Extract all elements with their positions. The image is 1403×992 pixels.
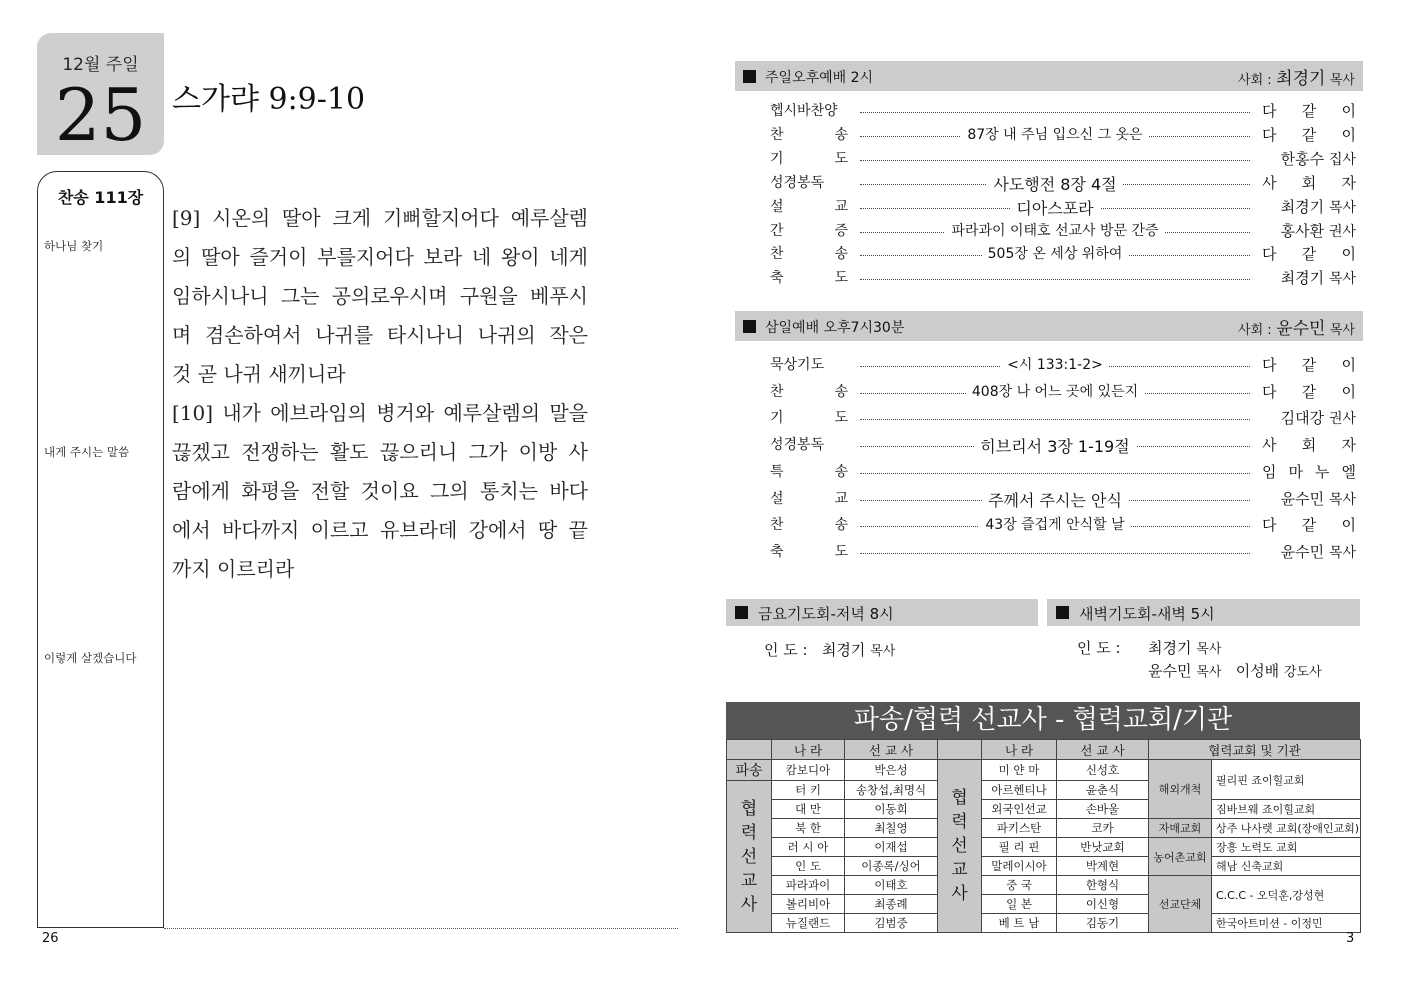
missionary-cell: 최종례	[845, 895, 938, 914]
dawn-prayer-lead-label: 인 도 :	[1077, 639, 1121, 657]
missionary-cell: 송창섭,최명식	[845, 781, 938, 800]
scripture-text	[172, 199, 588, 589]
host-title: 목사	[1329, 73, 1355, 88]
header-missionary: 선 교 사	[1057, 740, 1149, 760]
header-blank	[727, 740, 772, 760]
friday-prayer-leader	[764, 639, 895, 660]
performer-name: 다 같 이	[1262, 102, 1356, 120]
missionary-cell: 손바울	[1057, 800, 1149, 819]
order-content-text: <시 133:1-2>	[1001, 357, 1109, 373]
performer-title: 집사	[1328, 151, 1356, 168]
order-content	[860, 220, 1250, 240]
order-performer	[1262, 488, 1356, 509]
order-performer	[1262, 148, 1356, 169]
date-day: 25	[54, 73, 147, 157]
country-cell: 대 만	[772, 800, 845, 819]
country-cell: 뉴질랜드	[772, 914, 845, 933]
performer-name: 사 회 자	[1262, 173, 1356, 192]
dawn-prayer-leader	[1148, 637, 1221, 658]
order-row	[770, 488, 1356, 512]
order-performer	[1262, 267, 1356, 288]
partner-institution: 해남 신축교회	[1212, 857, 1361, 876]
dotted-leader	[860, 279, 1250, 280]
performer-name: 윤수민	[1280, 489, 1325, 508]
country-cell: 러 시 아	[772, 838, 845, 857]
sunday-service-host	[1238, 64, 1355, 89]
dawn-prayer-leaders-row2	[1148, 660, 1322, 681]
performer-name: 임 마 누 엘	[1262, 462, 1356, 481]
dotted-leader	[860, 160, 1250, 161]
performer-name: 최경기	[1280, 269, 1325, 288]
missionary-cell: 박은성	[845, 760, 938, 781]
order-performer	[1262, 100, 1356, 121]
host-label: 사회 :	[1238, 73, 1272, 88]
missionary-cell: 이재섭	[845, 838, 938, 857]
sidebar-section-resolve: 이렇게 살겠습니다	[44, 651, 137, 665]
country-cell: 필 리 핀	[982, 838, 1057, 857]
performer-name: 최경기	[1280, 197, 1325, 216]
partner-institution: 한국아트미션 - 이정민	[1212, 914, 1361, 933]
leader-title: 목사	[1196, 665, 1222, 680]
order-performer	[1262, 124, 1356, 145]
order-content	[860, 172, 1250, 195]
order-row	[770, 461, 1356, 485]
square-bullet-icon	[735, 606, 748, 619]
partner-institution: 필리핀 죠이힐교회	[1212, 760, 1361, 800]
order-content	[860, 124, 1250, 144]
order-content-text: 87장 내 주님 입으신 그 옷은	[961, 127, 1148, 143]
order-item: 찬 송	[770, 246, 848, 263]
date-box	[37, 33, 164, 155]
bottom-divider	[164, 928, 678, 929]
scripture-line: [10] 내가 에브라임의 병거와 예루살렘의 말을	[172, 401, 588, 425]
order-item: 성경봉독	[770, 174, 825, 191]
order-performer	[1262, 407, 1356, 428]
order-item: 설 교	[770, 198, 848, 215]
missionary-cell: 이태호	[845, 876, 938, 895]
sent-label: 파송	[727, 760, 772, 781]
leader-title: 목사	[870, 644, 896, 659]
performer-name: 다 같 이	[1262, 382, 1356, 401]
order-row	[770, 124, 1356, 148]
country-cell: 인 도	[772, 857, 845, 876]
scripture-line: 의 딸아 즐거이 부를지어다 보라 네 왕이 네게	[172, 245, 588, 269]
order-content-text: 408장 나 어느 곳에 있든지	[966, 384, 1144, 400]
order-row	[770, 434, 1356, 458]
partner-institution: 짐바브웨 죠이힐교회	[1212, 800, 1361, 819]
order-item: 기 도	[770, 410, 848, 427]
partner-institution: 장흥 노력도 교회	[1212, 838, 1361, 857]
dawn-prayer-header	[1047, 599, 1360, 626]
order-row	[770, 354, 1356, 378]
country-cell: 파라과이	[772, 876, 845, 895]
leader-title: 목사	[1196, 642, 1222, 657]
partner-category: 선교단체	[1149, 876, 1212, 933]
country-cell: 중 국	[982, 876, 1057, 895]
order-item: 축 도	[770, 270, 848, 287]
missionary-cell: 최칠영	[845, 819, 938, 838]
sidebar-section-find-god: 하나님 찾기	[44, 239, 104, 253]
order-content-text: 파라과이 이태호 선교사 방문 간증	[945, 223, 1164, 239]
performer-name: 다 같 이	[1262, 356, 1356, 374]
performer-name: 윤수민	[1280, 542, 1325, 561]
sunday-service-header	[735, 61, 1363, 91]
order-row	[770, 100, 1356, 124]
performer-title: 목사	[1328, 271, 1356, 288]
dawn-prayer-title: 새벽기도회-새벽 5시	[1079, 605, 1215, 623]
country-cell: 아르헨티나	[982, 781, 1057, 800]
table-row	[727, 876, 1361, 895]
order-item: 특 송	[770, 463, 848, 480]
coop-label-left: 협 력 선 교 사	[727, 781, 772, 933]
header-partners: 협력교회 및 기관	[1149, 740, 1361, 760]
country-cell: 베 트 남	[982, 914, 1057, 933]
performer-name: 다 같 이	[1262, 516, 1356, 535]
page-number-left: 26	[42, 931, 59, 946]
performer-title: 목사	[1328, 544, 1356, 561]
dotted-leader	[860, 553, 1250, 554]
country-cell: 일 본	[982, 895, 1057, 914]
lead-label: 인 도 :	[764, 641, 808, 659]
dotted-leader	[860, 112, 1250, 113]
dotted-leader	[860, 419, 1250, 420]
host-name: 최경기	[1276, 69, 1326, 89]
performer-name: 홍사환	[1280, 221, 1325, 240]
order-row	[770, 514, 1356, 538]
order-item: 헵시바찬양	[770, 103, 838, 119]
missionary-cell: 코카	[1057, 819, 1149, 838]
order-content-text: 디아스포라	[1010, 199, 1099, 218]
table-row	[727, 760, 1361, 781]
devotion-sidebar	[37, 171, 164, 928]
scripture-line: 임하시나니 그는 공의로우시며 구원을 베푸시	[172, 284, 588, 308]
scripture-reference: 스가랴 9:9-10	[172, 82, 366, 117]
order-performer	[1262, 381, 1356, 402]
country-cell: 볼리비아	[772, 895, 845, 914]
order-row	[770, 541, 1356, 565]
order-row	[770, 196, 1356, 220]
order-performer	[1262, 514, 1356, 535]
wednesday-service-title: 삼일예배 오후7시30분	[765, 320, 905, 336]
table-row	[727, 819, 1361, 838]
order-item: 간 증	[770, 222, 848, 239]
host-title: 목사	[1329, 323, 1355, 338]
square-bullet-icon	[743, 70, 756, 83]
order-content-text: 히브리서 3장 1-19절	[974, 437, 1135, 456]
order-item: 찬 송	[770, 126, 848, 143]
scripture-line: 람에게 화평을 전할 것이요 그의 통치는 바다	[172, 479, 588, 503]
performer-title: 권사	[1328, 411, 1356, 428]
leader-name: 최경기	[1148, 639, 1192, 657]
order-content-text: 505장 온 세상 위하여	[982, 246, 1129, 262]
country-cell: 터 키	[772, 781, 845, 800]
order-row	[770, 407, 1356, 431]
performer-name: 다 같 이	[1262, 125, 1356, 144]
order-performer	[1262, 196, 1356, 217]
order-content	[860, 196, 1250, 219]
friday-prayer-header	[726, 599, 1038, 626]
page-number-right: 3	[1346, 931, 1355, 946]
order-item: 기 도	[770, 150, 848, 167]
header-blank	[938, 740, 982, 760]
missionary-cell: 이신형	[1057, 895, 1149, 914]
order-performer	[1262, 434, 1356, 455]
missionary-cell: 김동기	[1057, 914, 1149, 933]
order-row	[770, 148, 1356, 172]
order-row	[770, 172, 1356, 196]
order-performer	[1262, 243, 1356, 264]
partner-category: 해외개척	[1149, 760, 1212, 819]
missionary-cell: 박계현	[1057, 857, 1149, 876]
missionary-cell: 윤춘식	[1057, 781, 1149, 800]
leader-title: 강도사	[1283, 665, 1322, 680]
partner-category: 농어촌교회	[1149, 838, 1212, 876]
square-bullet-icon	[1056, 606, 1069, 619]
partner-institution: 상주 나사렛 교회(장애인교회)	[1212, 819, 1361, 838]
missionary-cell: 반낫교회	[1057, 838, 1149, 857]
country-cell: 말레이시아	[982, 857, 1057, 876]
sidebar-hymn: 찬송 111장	[57, 188, 144, 207]
dotted-leader	[860, 473, 1250, 474]
friday-prayer-title: 금요기도회-저녁 8시	[758, 605, 894, 623]
order-item: 설 교	[770, 490, 848, 507]
table-row	[727, 857, 1361, 876]
host-name: 윤수민	[1276, 319, 1326, 339]
order-item: 찬 송	[770, 383, 848, 400]
order-row	[770, 220, 1356, 244]
country-cell: 파키스탄	[982, 819, 1057, 838]
scripture-line: 에서 바다까지 이르고 유브라데 강에서 땅 끝	[172, 518, 588, 542]
table-row	[727, 800, 1361, 819]
performer-name: 사 회 자	[1262, 436, 1356, 455]
order-item: 성경봉독	[770, 437, 825, 454]
performer-title: 목사	[1328, 199, 1356, 216]
scripture-line: 것 곧 나귀 새끼니라	[172, 362, 346, 386]
missionary-cell: 이동희	[845, 800, 938, 819]
missionary-cell: 한형식	[1057, 876, 1149, 895]
date-label: 12월 주일	[62, 55, 139, 75]
partner-institution: C.C.C - 오덕훈,강성현	[1212, 876, 1361, 914]
performer-title: 목사	[1328, 491, 1356, 508]
header-country: 나 라	[772, 740, 845, 760]
leader-name: 최경기	[821, 641, 866, 659]
order-performer	[1262, 172, 1356, 193]
missionary-table-title: 파송/협력 선교사 - 협력교회/기관	[726, 702, 1360, 739]
order-content-text: 43장 즐겁게 안식할 날	[979, 517, 1130, 533]
header-country: 나 라	[982, 740, 1057, 760]
order-item: 축 도	[770, 543, 848, 560]
square-bullet-icon	[743, 320, 756, 333]
leader-name: 윤수민	[1148, 662, 1192, 680]
order-performer	[1262, 461, 1356, 482]
order-content	[860, 354, 1250, 374]
wednesday-service-host	[1238, 314, 1355, 339]
header-missionary: 선 교 사	[845, 740, 938, 760]
order-content	[860, 381, 1250, 401]
missionary-cell: 김범중	[845, 914, 938, 933]
scripture-line: 끊겠고 전쟁하는 활도 끊으리니 그가 이방 사	[172, 440, 588, 464]
order-content	[860, 488, 1250, 511]
order-content	[860, 514, 1250, 534]
host-label: 사회 :	[1238, 323, 1272, 338]
coop-label-right: 협 력 선 교 사	[938, 760, 982, 933]
order-performer	[1262, 541, 1356, 562]
order-performer	[1262, 220, 1356, 241]
sidebar-section-word: 내게 주시는 말씀	[44, 445, 130, 459]
table-row	[727, 838, 1361, 857]
wednesday-service-header	[735, 311, 1363, 341]
missionary-table-header	[727, 740, 1361, 760]
missionary-table	[726, 739, 1361, 933]
scripture-line: 며 겸손하여서 나귀를 타시나니 나귀의 작은	[172, 323, 588, 347]
performer-name: 한홍수	[1280, 149, 1325, 168]
order-row	[770, 267, 1356, 291]
order-performer	[1262, 354, 1356, 375]
partner-category: 자매교회	[1149, 819, 1212, 838]
order-row	[770, 381, 1356, 405]
performer-name: 김대강	[1280, 409, 1325, 428]
order-item: 묵상기도	[770, 357, 825, 373]
order-content	[860, 243, 1250, 263]
performer-name: 다 같 이	[1262, 245, 1356, 264]
missionary-cell: 이종록/싱어	[845, 857, 938, 876]
scripture-line: 까지 이르리라	[172, 557, 295, 581]
scripture-line: [9] 시온의 딸아 크게 기뻐할지어다 예루살렘	[172, 206, 588, 230]
country-cell: 북 한	[772, 819, 845, 838]
missionary-cell: 신성호	[1057, 760, 1149, 781]
sunday-service-title: 주일오후예배 2시	[765, 70, 874, 86]
table-row	[727, 914, 1361, 933]
order-content	[860, 434, 1250, 457]
country-cell: 외국인선교	[982, 800, 1057, 819]
country-cell: 미 얀 마	[982, 760, 1057, 781]
performer-title: 권사	[1328, 223, 1356, 240]
order-content-text: 주께서 주시는 안식	[982, 491, 1128, 510]
order-row	[770, 243, 1356, 267]
leader-name: 이성배	[1235, 662, 1280, 680]
country-cell: 캄보디아	[772, 760, 845, 781]
order-item: 찬 송	[770, 517, 848, 534]
order-content-text: 사도행전 8장 4절	[987, 175, 1122, 194]
